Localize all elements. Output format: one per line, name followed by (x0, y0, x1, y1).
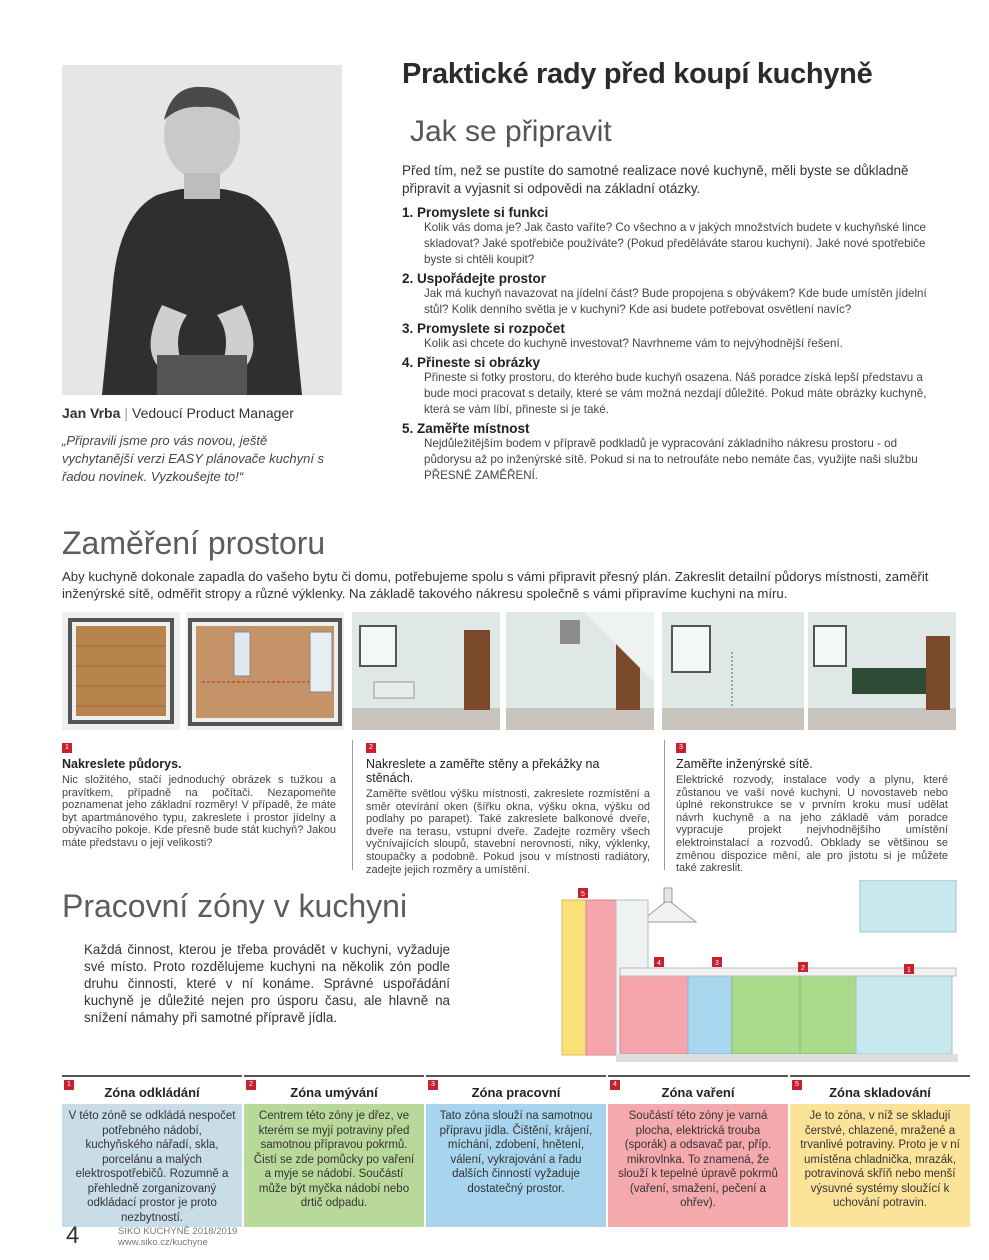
zone-card-4 (608, 1075, 788, 1225)
zone-description: Centrem této zóny je dřez, ve kterém se myjí potraviny před samotnou přípravou pokrmů. Čistí se zde pomůcky po vaření a myje se nádobí. Součástí může být myčka nádobí nebo drtič odpadu. (244, 1104, 424, 1227)
author-separator: | (124, 405, 129, 421)
measure-step-text: Nic složitého, stačí jednoduchý obrázek s tužkou a pravítkem, případně na počítači. Nezapomeňte poznamenat jeho základní rozměry! V případě, že máte byt apartmánového typu, zakreslete i prostor jídelny a obývacího pokoje. Kde přesně bude stát kuchyň? Jakou máte představu o její velikosti? (62, 774, 336, 849)
zone-card-2 (244, 1075, 424, 1225)
zone-marker-1-label: 1 (907, 967, 911, 974)
zone-description: Součástí této zóny je varná plocha, elektrická trouba (sporák) a odsavač par, příp. mikrovlnka. To znamená, že slouží k tepelné úpravě pokrmů (vaření, smažení, pečení a ohřev). (608, 1104, 788, 1227)
step-number-badge: 2 (366, 743, 376, 753)
zone-number-badge: 2 (246, 1080, 256, 1090)
step-text: Přineste si fotky prostoru, do kterého bude kuchyň osazena. Náš poradce získá lepší představu a bude moci pracovat s detaily, které se vám možná nezdají důležité. Pokud máte obrázky kuchyně, která se vám líbí, přineste si je také. (424, 371, 927, 416)
zone-title: Zóna skladování (829, 1085, 931, 1100)
zones-text: Každá činnost, kterou je třeba provádět v kuchyni, vyžaduje své místo. Proto rozdělujeme kuchyni na několik zón podle druhu činnosti, které v ní konáme. Správné uspořádání kuchyně je důležité nejen pro úsporu času, ale hlavně na snížení námahy při samotné přípravě jídla. (84, 942, 450, 1025)
step-text: Jak má kuchyň navazovat na jídelní část? Bude propojena s obývákem? Kde bude umístěn jídelní stůl? Kolik denního světla je v kuchyni? Kde asi budete potřebovat osvětlení navíc? (424, 287, 927, 316)
room-wall-image-2 (506, 612, 654, 730)
step-item (402, 271, 932, 318)
step-text: Kolik asi chcete do kuchyně investovat? Navrhneme vám to nejvýhodnější řešení. (424, 337, 843, 350)
floor-plan-images (62, 612, 344, 730)
measure-step-text: Elektrické rozvody, instalace vody a plynu, které zůstanou ve vaší nové kuchyni. U novostaveb nebo úplné rekonstrukce se v prvním kroku musí udělat návrh kuchyně a na jeho základě vám poradce vypracuje projekt nejvhodnějšího umístění elektroinstalací a rozvodů. Obklady se většinou se změnou dispozice mění, ale pro jistotu si je můžete také zakreslit. (676, 774, 948, 875)
author-role: Vedoucí Product Manager (132, 405, 294, 421)
step-item (402, 421, 932, 484)
zone-card-1 (62, 1075, 242, 1225)
zone-title: Zóna pracovní (471, 1085, 561, 1100)
kitchen-zones-illustration (560, 880, 970, 1070)
room-wall-image-3 (662, 612, 804, 730)
measure-step-title: Nakreslete půdorys. (62, 757, 182, 771)
measure-step-title: Nakreslete a zaměřte stěny a překážky na stěnách. (366, 757, 600, 785)
step-title: 5. Zaměřte místnost (402, 421, 530, 436)
step-item (402, 321, 932, 352)
zones-title: Pracovní zóny v kuchyni (62, 888, 408, 924)
zones-table (62, 1075, 972, 1225)
column-divider (352, 740, 353, 870)
page-number: 4 (66, 1222, 80, 1249)
author-quote: „Připravili jsme pro vás novou, ještě vychytanější verzi EASY plánovače kuchyní s řadou novinek. Vyzkoušejte to!“ (62, 433, 325, 484)
zone-title: Zóna odkládání (104, 1085, 200, 1100)
step-title: 2. Uspořádejte prostor (402, 271, 547, 286)
zone-marker-4-label: 4 (657, 960, 661, 967)
step-number-badge: 1 (62, 743, 72, 753)
step-title: 3. Promyslete si rozpočet (402, 321, 565, 336)
measure-step-1 (62, 743, 336, 871)
step-text: Nejdůležitějším bodem v přípravě podkladů je vypracování základního nákresu prostoru - od půdorysu až po inženýrské sítě. Pokud si na to netroufáte nebo nemáte čas, využijte naši službu PŘESNÉ ZAMĚŘENÍ. (424, 437, 918, 482)
measure-step-text: Zaměřte světlou výšku místnosti, zakreslete rozmístění a směr otevírání oken (šířku okna, výšku okna, výšku od podlahy po parapet). Také zakreslete balkonové dveře, dveře na terasu, vstupní dveře. Zadejte rozměry všech vyčnívajících sloupů, stavební nerovnosti, niky, výklenky, stoupačky a podobně. Pokud jsou v místnosti radiátory, zadejte jejich rozměry a umístění. (366, 788, 650, 876)
zone-title: Zóna umývání (290, 1085, 378, 1100)
zone-number-badge: 3 (428, 1080, 438, 1090)
measure-text: Aby kuchyně dokonale zapadla do vašeho bytu či domu, potřebujeme spolu s vámi připravit přesný plán. Zakreslit detailní půdorys místnosti, zaměřit inženýrské sítě, odměřit stropy a různé výklenky. Na základě takového nákresu společně s vámi připravíme kuchyni na míru. (62, 569, 929, 601)
zone-card-5 (790, 1075, 970, 1225)
step-item (402, 205, 932, 268)
measure-title: Zaměření prostoru (62, 525, 326, 561)
zone-header (608, 1075, 788, 1104)
zone-marker-3-label: 3 (715, 960, 719, 967)
zone-number-badge: 4 (610, 1080, 620, 1090)
measure-step-2 (366, 743, 650, 876)
step-text: Kolik vás doma je? Jak často vaříte? Co všechno a v jakých množstvích budete v kuchyňské lince skladovat? Jaké spotřebiče používáte? (Pokud předěláváte starou kuchyni). Jaké nové spotřebiče byste si chtěli koupit? (424, 221, 926, 266)
zone-header (62, 1075, 242, 1104)
measure-step-title: Zaměřte inženýrské sítě. (676, 757, 813, 771)
step-number-badge: 3 (676, 743, 686, 753)
prepare-intro: Před tím, než se pustíte do samotné realizace nové kuchyně, měli byste se důkladně připravit a vyjasnit si odpovědi na základní otázky. (402, 163, 909, 196)
footer-text (118, 1226, 237, 1248)
step-item (402, 355, 932, 418)
zone-number-badge: 5 (792, 1080, 802, 1090)
zone-number-badge: 1 (64, 1080, 74, 1090)
step-title: 1. Promyslete si funkci (402, 205, 549, 220)
prepare-subtitle: Jak se připravit (410, 115, 612, 148)
zone-header (790, 1075, 970, 1104)
footer-url[interactable]: www.siko.cz/kuchyne (118, 1237, 208, 1248)
zone-header (426, 1075, 606, 1104)
author-credit (62, 405, 294, 421)
page-title: Praktické rady před koupí kuchyně (402, 58, 873, 90)
prepare-steps (402, 203, 932, 487)
author-name: Jan Vrba (62, 405, 121, 421)
measure-step-3 (676, 743, 948, 875)
room-wall-image-1 (352, 612, 500, 730)
zone-description: Tato zóna slouží na samotnou přípravu jídla. Čištění, krájení, míchání, zdobení, hnětení, válení, vykrajování a řadu dalších činností vyžaduje dostatečný prostor. (426, 1104, 606, 1227)
room-wall-image-4 (808, 612, 956, 730)
zone-card-3 (426, 1075, 606, 1225)
portrait-photo (62, 65, 342, 395)
step-title: 4. Přineste si obrázky (402, 355, 541, 370)
zone-marker-5-label: 5 (581, 891, 585, 898)
footer-publication: SIKO KUCHYNĚ 2018/2019 (118, 1226, 238, 1237)
column-divider (664, 740, 665, 870)
zone-header (244, 1075, 424, 1104)
zone-title: Zóna vaření (661, 1085, 735, 1100)
zone-marker-2-label: 2 (801, 965, 805, 972)
zone-description: Je to zóna, v níž se skladují čerstvé, chlazené, mražené a trvanlivé potraviny. Proto je v ní umístěna chladnička, mrazák, potravinová skříň nebo menší výsuvné systémy sloužící k uchování potravin. (790, 1104, 970, 1227)
zone-description: V této zóně se odkládá nespočet potřebného nádobí, kuchyňského nářadí, skla, porcelánu a malých elektrospotřebičů. Rozumně a přehledně zorganizovaný odkládací prostor je proto nezbytností. (62, 1104, 242, 1227)
